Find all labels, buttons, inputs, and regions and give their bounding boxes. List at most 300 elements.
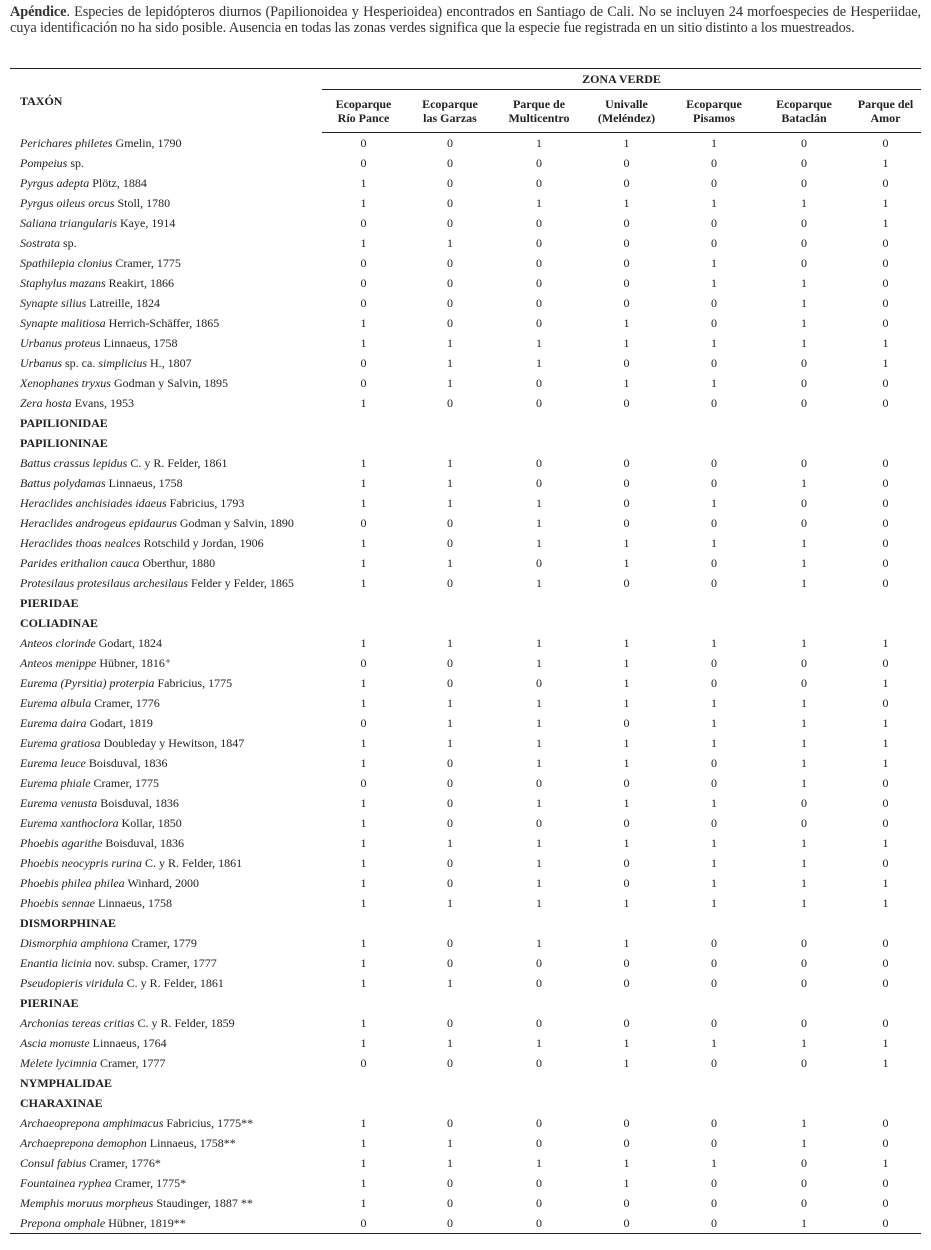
presence-value: 0 bbox=[801, 816, 807, 830]
presence-value: 0 bbox=[623, 256, 630, 270]
presence-value: 1 bbox=[801, 336, 807, 350]
presence-value: 0 bbox=[447, 876, 453, 890]
species-name bbox=[10, 893, 322, 913]
species-binomial: Archaeoprepona amphimacus bbox=[20, 1116, 164, 1130]
presence-value: 0 bbox=[360, 216, 367, 230]
presence-value: 1 bbox=[882, 356, 889, 370]
presence-value: 0 bbox=[882, 236, 889, 250]
presence-value: 1 bbox=[360, 316, 367, 330]
species-name bbox=[10, 133, 322, 154]
column-header-zone bbox=[405, 90, 495, 133]
species-author: Godart, 1819 bbox=[86, 716, 153, 730]
presence-value: 0 bbox=[711, 936, 717, 950]
species-binomial: Pyrgus adepta bbox=[20, 176, 90, 190]
species-author: Linnaeus, 1764 bbox=[89, 1036, 167, 1050]
presence-value: 0 bbox=[623, 276, 630, 290]
presence-value: 1 bbox=[360, 1156, 367, 1170]
presence-value: 1 bbox=[882, 196, 889, 210]
presence-value: 1 bbox=[801, 696, 807, 710]
presence-value: 0 bbox=[711, 1116, 717, 1130]
species-name bbox=[10, 933, 322, 953]
species-binomial: Synapte malitiosa bbox=[20, 316, 106, 330]
table-row bbox=[10, 373, 921, 393]
presence-value: 0 bbox=[711, 316, 717, 330]
presence-value: 1 bbox=[447, 736, 453, 750]
presence-value: 0 bbox=[801, 396, 807, 410]
species-author: Cramer, 1776 bbox=[91, 696, 160, 710]
table-row bbox=[10, 453, 921, 473]
presence-value: 0 bbox=[882, 1116, 889, 1130]
species-author: Oberthur, 1880 bbox=[139, 556, 216, 570]
table-row bbox=[10, 933, 921, 953]
presence-value: 1 bbox=[536, 876, 542, 890]
presence-value: 1 bbox=[882, 716, 889, 730]
table-row bbox=[10, 873, 921, 893]
species-binomial: Eurema daira bbox=[20, 716, 87, 730]
column-header-zone bbox=[850, 90, 921, 133]
presence-value: 0 bbox=[447, 1116, 453, 1130]
column-header-line: Amor bbox=[870, 111, 901, 125]
presence-value: 1 bbox=[536, 516, 542, 530]
species-binomial: Consul fabius bbox=[20, 1156, 87, 1170]
presence-value: 1 bbox=[801, 736, 807, 750]
presence-value: 1 bbox=[801, 196, 807, 210]
table-row bbox=[10, 573, 921, 593]
species-binomial: Staphylus mazans bbox=[20, 276, 106, 290]
table-row bbox=[10, 153, 921, 173]
species-name bbox=[10, 873, 322, 893]
table-row bbox=[10, 953, 921, 973]
presence-value: 1 bbox=[536, 656, 542, 670]
presence-value: 0 bbox=[801, 1056, 807, 1070]
presence-value: 0 bbox=[711, 156, 717, 170]
presence-value: 0 bbox=[536, 476, 542, 490]
presence-value: 1 bbox=[882, 1056, 889, 1070]
presence-value: 1 bbox=[360, 176, 367, 190]
table-caption bbox=[10, 4, 921, 36]
table-row bbox=[10, 673, 921, 693]
presence-value: 0 bbox=[711, 576, 717, 590]
presence-value: 1 bbox=[882, 736, 889, 750]
presence-value: 0 bbox=[882, 536, 889, 550]
presence-value: 1 bbox=[447, 716, 453, 730]
presence-value: 0 bbox=[360, 516, 367, 530]
species-name bbox=[10, 453, 322, 473]
presence-value: 0 bbox=[360, 256, 367, 270]
species-binomial: Eurema venusta bbox=[20, 796, 98, 810]
presence-value: 1 bbox=[536, 136, 542, 150]
species-binomial: Urbanus proteus bbox=[20, 336, 101, 350]
presence-value: 1 bbox=[623, 836, 630, 850]
presence-value: 0 bbox=[447, 216, 453, 230]
presence-value: 0 bbox=[536, 176, 542, 190]
column-header-line: Ecoparque bbox=[422, 97, 478, 111]
table-row bbox=[10, 773, 921, 793]
presence-value: 0 bbox=[882, 856, 889, 870]
species-author: Linnaeus, 1758** bbox=[146, 1136, 236, 1150]
species-name bbox=[10, 153, 322, 173]
presence-value: 1 bbox=[882, 756, 889, 770]
presence-value: 0 bbox=[711, 676, 717, 690]
presence-value: 1 bbox=[801, 536, 807, 550]
presence-value: 0 bbox=[447, 796, 453, 810]
presence-value: 0 bbox=[711, 516, 717, 530]
presence-value: 1 bbox=[360, 396, 367, 410]
presence-value: 1 bbox=[711, 376, 717, 390]
presence-value: 0 bbox=[801, 496, 807, 510]
table-body bbox=[10, 133, 921, 1234]
species-binomial: Pompeius bbox=[20, 156, 68, 170]
species-binomial: Phoebis agarithe bbox=[20, 836, 103, 850]
presence-value: 1 bbox=[711, 736, 717, 750]
species-author: Cramer, 1775* bbox=[111, 1176, 187, 1190]
presence-value: 0 bbox=[536, 236, 542, 250]
presence-value: 0 bbox=[536, 1016, 542, 1030]
presence-value: 0 bbox=[536, 556, 542, 570]
presence-value: 1 bbox=[801, 556, 807, 570]
column-header-zone bbox=[322, 90, 405, 133]
presence-value: 0 bbox=[882, 516, 889, 530]
table-row bbox=[10, 553, 921, 573]
presence-value: 1 bbox=[623, 136, 630, 150]
presence-value: 0 bbox=[711, 356, 717, 370]
presence-value: 1 bbox=[801, 896, 807, 910]
species-binomial: Parides erithalion cauca bbox=[20, 556, 140, 570]
species-author: Hübner, 1816⁺ bbox=[96, 656, 172, 670]
presence-value: 1 bbox=[360, 816, 367, 830]
presence-value: 0 bbox=[536, 1136, 542, 1150]
presence-value: 1 bbox=[623, 196, 630, 210]
species-name bbox=[10, 673, 322, 693]
presence-value: 1 bbox=[623, 736, 630, 750]
presence-value: 1 bbox=[447, 1036, 453, 1050]
taxon-group-row bbox=[10, 413, 921, 433]
species-author: Fabricius, 1793 bbox=[166, 496, 245, 510]
presence-value: 1 bbox=[623, 636, 630, 650]
presence-value: 1 bbox=[360, 676, 367, 690]
presence-value: 1 bbox=[360, 736, 367, 750]
presence-value: 0 bbox=[711, 236, 717, 250]
presence-value: 0 bbox=[623, 816, 630, 830]
species-author: Cramer, 1779 bbox=[128, 936, 197, 950]
presence-value: 0 bbox=[711, 656, 717, 670]
presence-value: 0 bbox=[360, 156, 367, 170]
presence-value: 1 bbox=[711, 136, 717, 150]
taxon-group-row bbox=[10, 1073, 921, 1093]
presence-value: 0 bbox=[447, 316, 453, 330]
species-name bbox=[10, 493, 322, 513]
presence-value: 1 bbox=[447, 356, 453, 370]
caption-text: . Especies de lepidópteros diurnos (Papilionoidea y Hesperioidea) encontrados en Santiago de Cali. No se incluyen 24 morfoespecies de Hesperiidae, cuya identificación no ha sido posible. Ausencia en todas las zonas verdes significa que la especie fue registrada en un sitio distinto a los muestreados. bbox=[10, 4, 921, 36]
species-name bbox=[10, 653, 322, 673]
presence-value: 1 bbox=[536, 496, 542, 510]
presence-value: 0 bbox=[711, 956, 717, 970]
presence-value: 1 bbox=[360, 536, 367, 550]
column-header-line: (Meléndez) bbox=[597, 111, 656, 125]
table-row bbox=[10, 973, 921, 993]
presence-value: 0 bbox=[711, 296, 717, 310]
presence-value: 0 bbox=[801, 1016, 807, 1030]
presence-value: 1 bbox=[360, 496, 367, 510]
presence-value: 0 bbox=[447, 1016, 453, 1030]
presence-value: 1 bbox=[758, 1213, 850, 1234]
species-name bbox=[10, 753, 322, 773]
presence-value: 1 bbox=[447, 696, 453, 710]
species-name bbox=[10, 193, 322, 213]
presence-value: 0 bbox=[447, 536, 453, 550]
presence-value: 0 bbox=[711, 476, 717, 490]
species-table bbox=[10, 68, 921, 1234]
species-name bbox=[10, 273, 322, 293]
taxon-group-row bbox=[10, 1093, 921, 1113]
presence-value: 0 bbox=[801, 656, 807, 670]
table-row bbox=[10, 313, 921, 333]
species-name bbox=[10, 1033, 322, 1053]
presence-value: 1 bbox=[360, 556, 367, 570]
presence-value: 1 bbox=[711, 196, 717, 210]
species-author: C. y R. Felder, 1859 bbox=[134, 1016, 235, 1030]
presence-value: 1 bbox=[360, 1016, 367, 1030]
species-author: Cramer, 1775 bbox=[112, 256, 181, 270]
species-binomial: simplicius bbox=[98, 356, 148, 370]
presence-value: 0 bbox=[447, 1056, 453, 1070]
presence-value: 1 bbox=[711, 836, 717, 850]
table-row bbox=[10, 353, 921, 373]
presence-value: 0 bbox=[623, 236, 630, 250]
presence-value: 0 bbox=[447, 256, 453, 270]
species-name bbox=[10, 533, 322, 553]
presence-value: 1 bbox=[360, 836, 367, 850]
presence-value: 1 bbox=[623, 316, 630, 330]
presence-value: 0 bbox=[711, 1176, 717, 1190]
species-name bbox=[10, 973, 322, 993]
species-author: C. y R. Felder, 1861 bbox=[123, 976, 224, 990]
presence-value: 0 bbox=[623, 1116, 630, 1130]
presence-value: 1 bbox=[801, 876, 807, 890]
table-row bbox=[10, 1133, 921, 1153]
presence-value: 0 bbox=[447, 656, 453, 670]
presence-value: 0 bbox=[623, 396, 630, 410]
presence-value: 1 bbox=[623, 656, 630, 670]
species-name bbox=[10, 813, 322, 833]
species-name bbox=[10, 553, 322, 573]
species-author: H., 1807 bbox=[147, 356, 192, 370]
species-author: Hübner, 1819** bbox=[105, 1216, 186, 1230]
presence-value: 0 bbox=[536, 276, 542, 290]
presence-value: 0 bbox=[623, 456, 630, 470]
species-binomial: Prepona omphale bbox=[20, 1216, 106, 1230]
presence-value: 1 bbox=[801, 776, 807, 790]
species-name bbox=[10, 773, 322, 793]
caption-label: Apéndice bbox=[10, 4, 67, 20]
species-name bbox=[10, 313, 322, 333]
species-binomial: Eurema leuce bbox=[20, 756, 86, 770]
species-name bbox=[10, 953, 322, 973]
taxon-group-label: NYMPHALIDAE bbox=[20, 1076, 112, 1090]
presence-value: 1 bbox=[536, 696, 542, 710]
presence-value: 1 bbox=[536, 936, 542, 950]
column-header-zone bbox=[758, 90, 850, 133]
presence-value: 0 bbox=[801, 796, 807, 810]
presence-value: 0 bbox=[882, 1016, 889, 1030]
presence-value: 1 bbox=[711, 336, 717, 350]
presence-value: 0 bbox=[536, 156, 542, 170]
species-binomial: Spathilepia clonius bbox=[20, 256, 113, 270]
species-binomial: Eurema albula bbox=[20, 696, 92, 710]
presence-value: 1 bbox=[360, 196, 367, 210]
presence-value: 1 bbox=[711, 536, 717, 550]
presence-value: 0 bbox=[536, 1056, 542, 1070]
presence-value: 1 bbox=[623, 936, 630, 950]
presence-value: 1 bbox=[447, 836, 453, 850]
table-row bbox=[10, 1153, 921, 1173]
presence-value: 1 bbox=[801, 476, 807, 490]
species-author: Felder y Felder, 1865 bbox=[188, 576, 294, 590]
species-author: Winhard, 2000 bbox=[124, 876, 199, 890]
species-binomial: Archonias tereas critias bbox=[20, 1016, 135, 1030]
species-author: Godman y Salvin, 1890 bbox=[176, 516, 294, 530]
table-row bbox=[10, 793, 921, 813]
presence-value: 1 bbox=[536, 856, 542, 870]
presence-value: 0 bbox=[882, 276, 889, 290]
presence-value: 0 bbox=[623, 176, 630, 190]
presence-value: 0 bbox=[447, 1176, 453, 1190]
species-name bbox=[10, 393, 322, 413]
presence-value: 1 bbox=[447, 556, 453, 570]
presence-value: 0 bbox=[801, 1156, 807, 1170]
presence-value: 1 bbox=[623, 1176, 630, 1190]
species-name bbox=[10, 573, 322, 593]
species-binomial: Zera hosta bbox=[20, 396, 72, 410]
presence-value: 0 bbox=[801, 1196, 807, 1210]
presence-value: 0 bbox=[882, 776, 889, 790]
presence-value: 0 bbox=[882, 556, 889, 570]
presence-value: 1 bbox=[711, 1156, 717, 1170]
presence-value: 0 bbox=[536, 456, 542, 470]
species-binomial: Heraclides anchisiades idaeus bbox=[20, 496, 167, 510]
presence-value: 1 bbox=[623, 376, 630, 390]
species-author: sp. bbox=[67, 156, 84, 170]
presence-value: 1 bbox=[882, 636, 889, 650]
species-author: Linnaeus, 1758 bbox=[105, 476, 183, 490]
presence-value: 0 bbox=[623, 776, 630, 790]
presence-value: 1 bbox=[360, 636, 367, 650]
species-name bbox=[10, 733, 322, 753]
species-author: Cramer, 1775 bbox=[90, 776, 160, 790]
species-binomial: Eurema (Pyrsitia) proterpia bbox=[20, 676, 155, 690]
table-row bbox=[10, 713, 921, 733]
presence-value: 0 bbox=[447, 676, 453, 690]
species-name bbox=[10, 213, 322, 233]
presence-value: 1 bbox=[801, 316, 807, 330]
presence-value: 0 bbox=[447, 1196, 453, 1210]
presence-value: 0 bbox=[623, 156, 630, 170]
presence-value: 0 bbox=[536, 256, 542, 270]
presence-value: 1 bbox=[360, 696, 367, 710]
species-author: Cramer, 1777 bbox=[96, 1056, 166, 1070]
presence-value: 1 bbox=[536, 336, 542, 350]
presence-value: 0 bbox=[711, 776, 717, 790]
taxon-group-label: PAPILIONIDAE bbox=[20, 416, 108, 430]
species-binomial: Battus crassus lepidus bbox=[20, 456, 128, 470]
presence-value: 0 bbox=[623, 296, 630, 310]
column-header-line: Univalle bbox=[605, 97, 648, 111]
presence-value: 0 bbox=[801, 216, 807, 230]
species-author: Godart, 1824 bbox=[95, 636, 162, 650]
presence-value: 0 bbox=[536, 1196, 542, 1210]
presence-value: 1 bbox=[711, 796, 717, 810]
presence-value: 1 bbox=[447, 896, 453, 910]
presence-value: 0 bbox=[447, 296, 453, 310]
presence-value: 0 bbox=[447, 196, 453, 210]
presence-value: 0 bbox=[801, 1176, 807, 1190]
table-row bbox=[10, 293, 921, 313]
presence-value: 0 bbox=[536, 956, 542, 970]
presence-value: 0 bbox=[882, 496, 889, 510]
presence-value: 0 bbox=[447, 776, 453, 790]
species-binomial: Heraclides androgeus epidaurus bbox=[20, 516, 177, 530]
table-row bbox=[10, 213, 921, 233]
table-row bbox=[10, 1113, 921, 1133]
presence-value: 0 bbox=[801, 156, 807, 170]
species-author: Doubleday y Hewitson, 1847 bbox=[100, 736, 245, 750]
species-name bbox=[10, 1013, 322, 1033]
presence-value: 1 bbox=[536, 896, 542, 910]
table-row bbox=[10, 493, 921, 513]
presence-value: 1 bbox=[447, 476, 453, 490]
presence-value: 0 bbox=[711, 456, 717, 470]
presence-value: 1 bbox=[801, 836, 807, 850]
species-author: nov. subsp. Cramer, 1777 bbox=[91, 956, 217, 970]
presence-value: 0 bbox=[623, 356, 630, 370]
table-row bbox=[10, 133, 921, 154]
presence-value: 1 bbox=[447, 636, 453, 650]
presence-value: 0 bbox=[623, 1016, 630, 1030]
species-author: Stoll, 1780 bbox=[114, 196, 171, 210]
presence-value: 0 bbox=[711, 396, 717, 410]
species-binomial: Xenophanes tryxus bbox=[20, 376, 111, 390]
presence-value: 0 bbox=[801, 976, 807, 990]
presence-value: 1 bbox=[801, 1136, 807, 1150]
presence-value: 1 bbox=[623, 1056, 630, 1070]
presence-value: 0 bbox=[882, 816, 889, 830]
species-binomial: Pyrgus oileus orcus bbox=[20, 196, 115, 210]
presence-value: 0 bbox=[447, 936, 453, 950]
presence-value: 1 bbox=[447, 236, 453, 250]
column-header-line: Bataclán bbox=[781, 111, 827, 125]
presence-value: 1 bbox=[360, 896, 367, 910]
presence-value: 0 bbox=[405, 1213, 495, 1234]
species-name bbox=[10, 833, 322, 853]
species-name bbox=[10, 633, 322, 653]
presence-value: 0 bbox=[623, 876, 630, 890]
table-row bbox=[10, 1193, 921, 1213]
species-binomial: Phoebis philea philea bbox=[20, 876, 125, 890]
species-author: C. y R. Felder, 1861 bbox=[142, 856, 243, 870]
presence-value: 0 bbox=[536, 976, 542, 990]
presence-value: 1 bbox=[882, 336, 889, 350]
presence-value: 1 bbox=[623, 336, 630, 350]
taxon-group-label: COLIADINAE bbox=[20, 616, 99, 630]
taxon-group-label: PAPILIONINAE bbox=[20, 436, 108, 450]
table-row bbox=[10, 733, 921, 753]
presence-value: 0 bbox=[536, 676, 542, 690]
taxon-header: TAXÓN bbox=[10, 69, 322, 133]
presence-value: 1 bbox=[801, 756, 807, 770]
presence-value: 1 bbox=[623, 756, 630, 770]
species-binomial: Eurema phiale bbox=[20, 776, 91, 790]
table-row bbox=[10, 653, 921, 673]
